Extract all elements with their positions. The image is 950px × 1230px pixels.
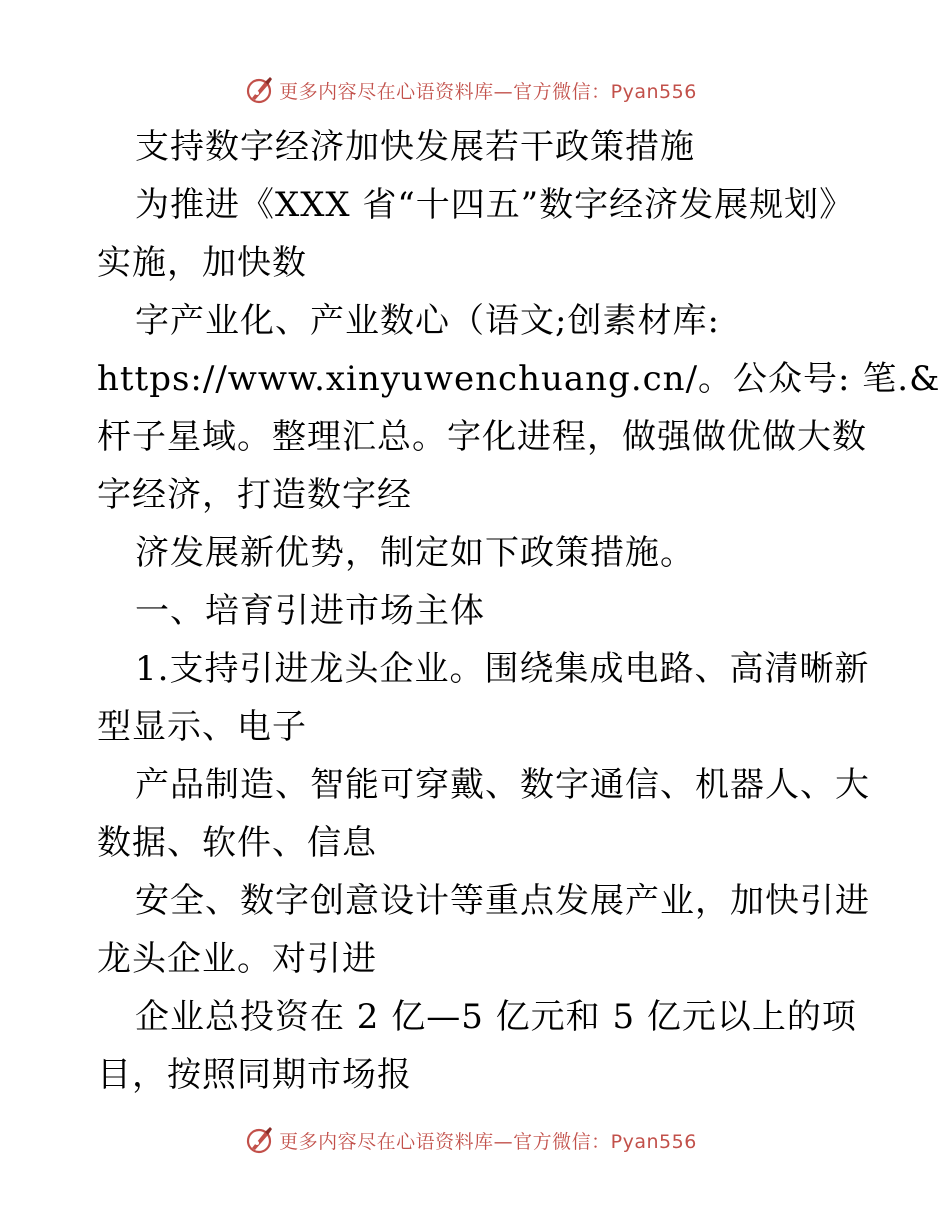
document-line: 支持数字经济加快发展若干政策措施 <box>135 127 695 167</box>
document-line: 1.支持引进龙头企业。围绕集成电路、高清晰新 <box>135 649 870 689</box>
document-line: https://www.xinyuwenchuang.cn/。公众号: 笔.& <box>97 359 941 399</box>
document-line: 安全、数字创意设计等重点发展产业，加快引进 <box>135 881 870 921</box>
document-line: 一、培育引进市场主体 <box>135 591 485 631</box>
document-line: 龙头企业。对引进 <box>97 939 377 979</box>
document-line: 字产业化、产业数心（语文;创素材库: <box>135 301 720 341</box>
document-line: 为推进《XXX 省“十四五”数字经济发展规划》 <box>135 185 855 225</box>
watermark-banner-inner <box>243 74 697 106</box>
document-line: 字经济，打造数字经 <box>97 475 412 515</box>
document-body <box>97 118 941 1104</box>
document-line: 目，按照同期市场报 <box>97 1055 412 1095</box>
document-line: 型显示、电子 <box>97 707 307 747</box>
document-line: 杆子星域。整理汇总。字化进程，做强做优做大数 <box>97 417 867 457</box>
quill-logo-icon <box>243 74 275 106</box>
watermark-banner-top <box>0 70 950 110</box>
document-line: 产品制造、智能可穿戴、数字通信、机器人、大 <box>135 765 870 805</box>
document-line: 企业总投资在 2 亿—5 亿元和 5 亿元以上的项 <box>135 997 857 1037</box>
watermark-banner-bottom <box>0 1120 950 1160</box>
document-line: 数据、软件、信息 <box>97 823 377 863</box>
watermark-banner-inner <box>243 1124 697 1156</box>
watermark-text: 更多内容尽在心语资料库—官方微信：Pyan556 <box>279 1130 697 1153</box>
document-line: 实施，加快数 <box>97 243 307 283</box>
watermark-text: 更多内容尽在心语资料库—官方微信：Pyan556 <box>279 80 697 103</box>
document-line: 济发展新优势，制定如下政策措施。 <box>135 533 695 573</box>
quill-logo-icon <box>243 1124 275 1156</box>
